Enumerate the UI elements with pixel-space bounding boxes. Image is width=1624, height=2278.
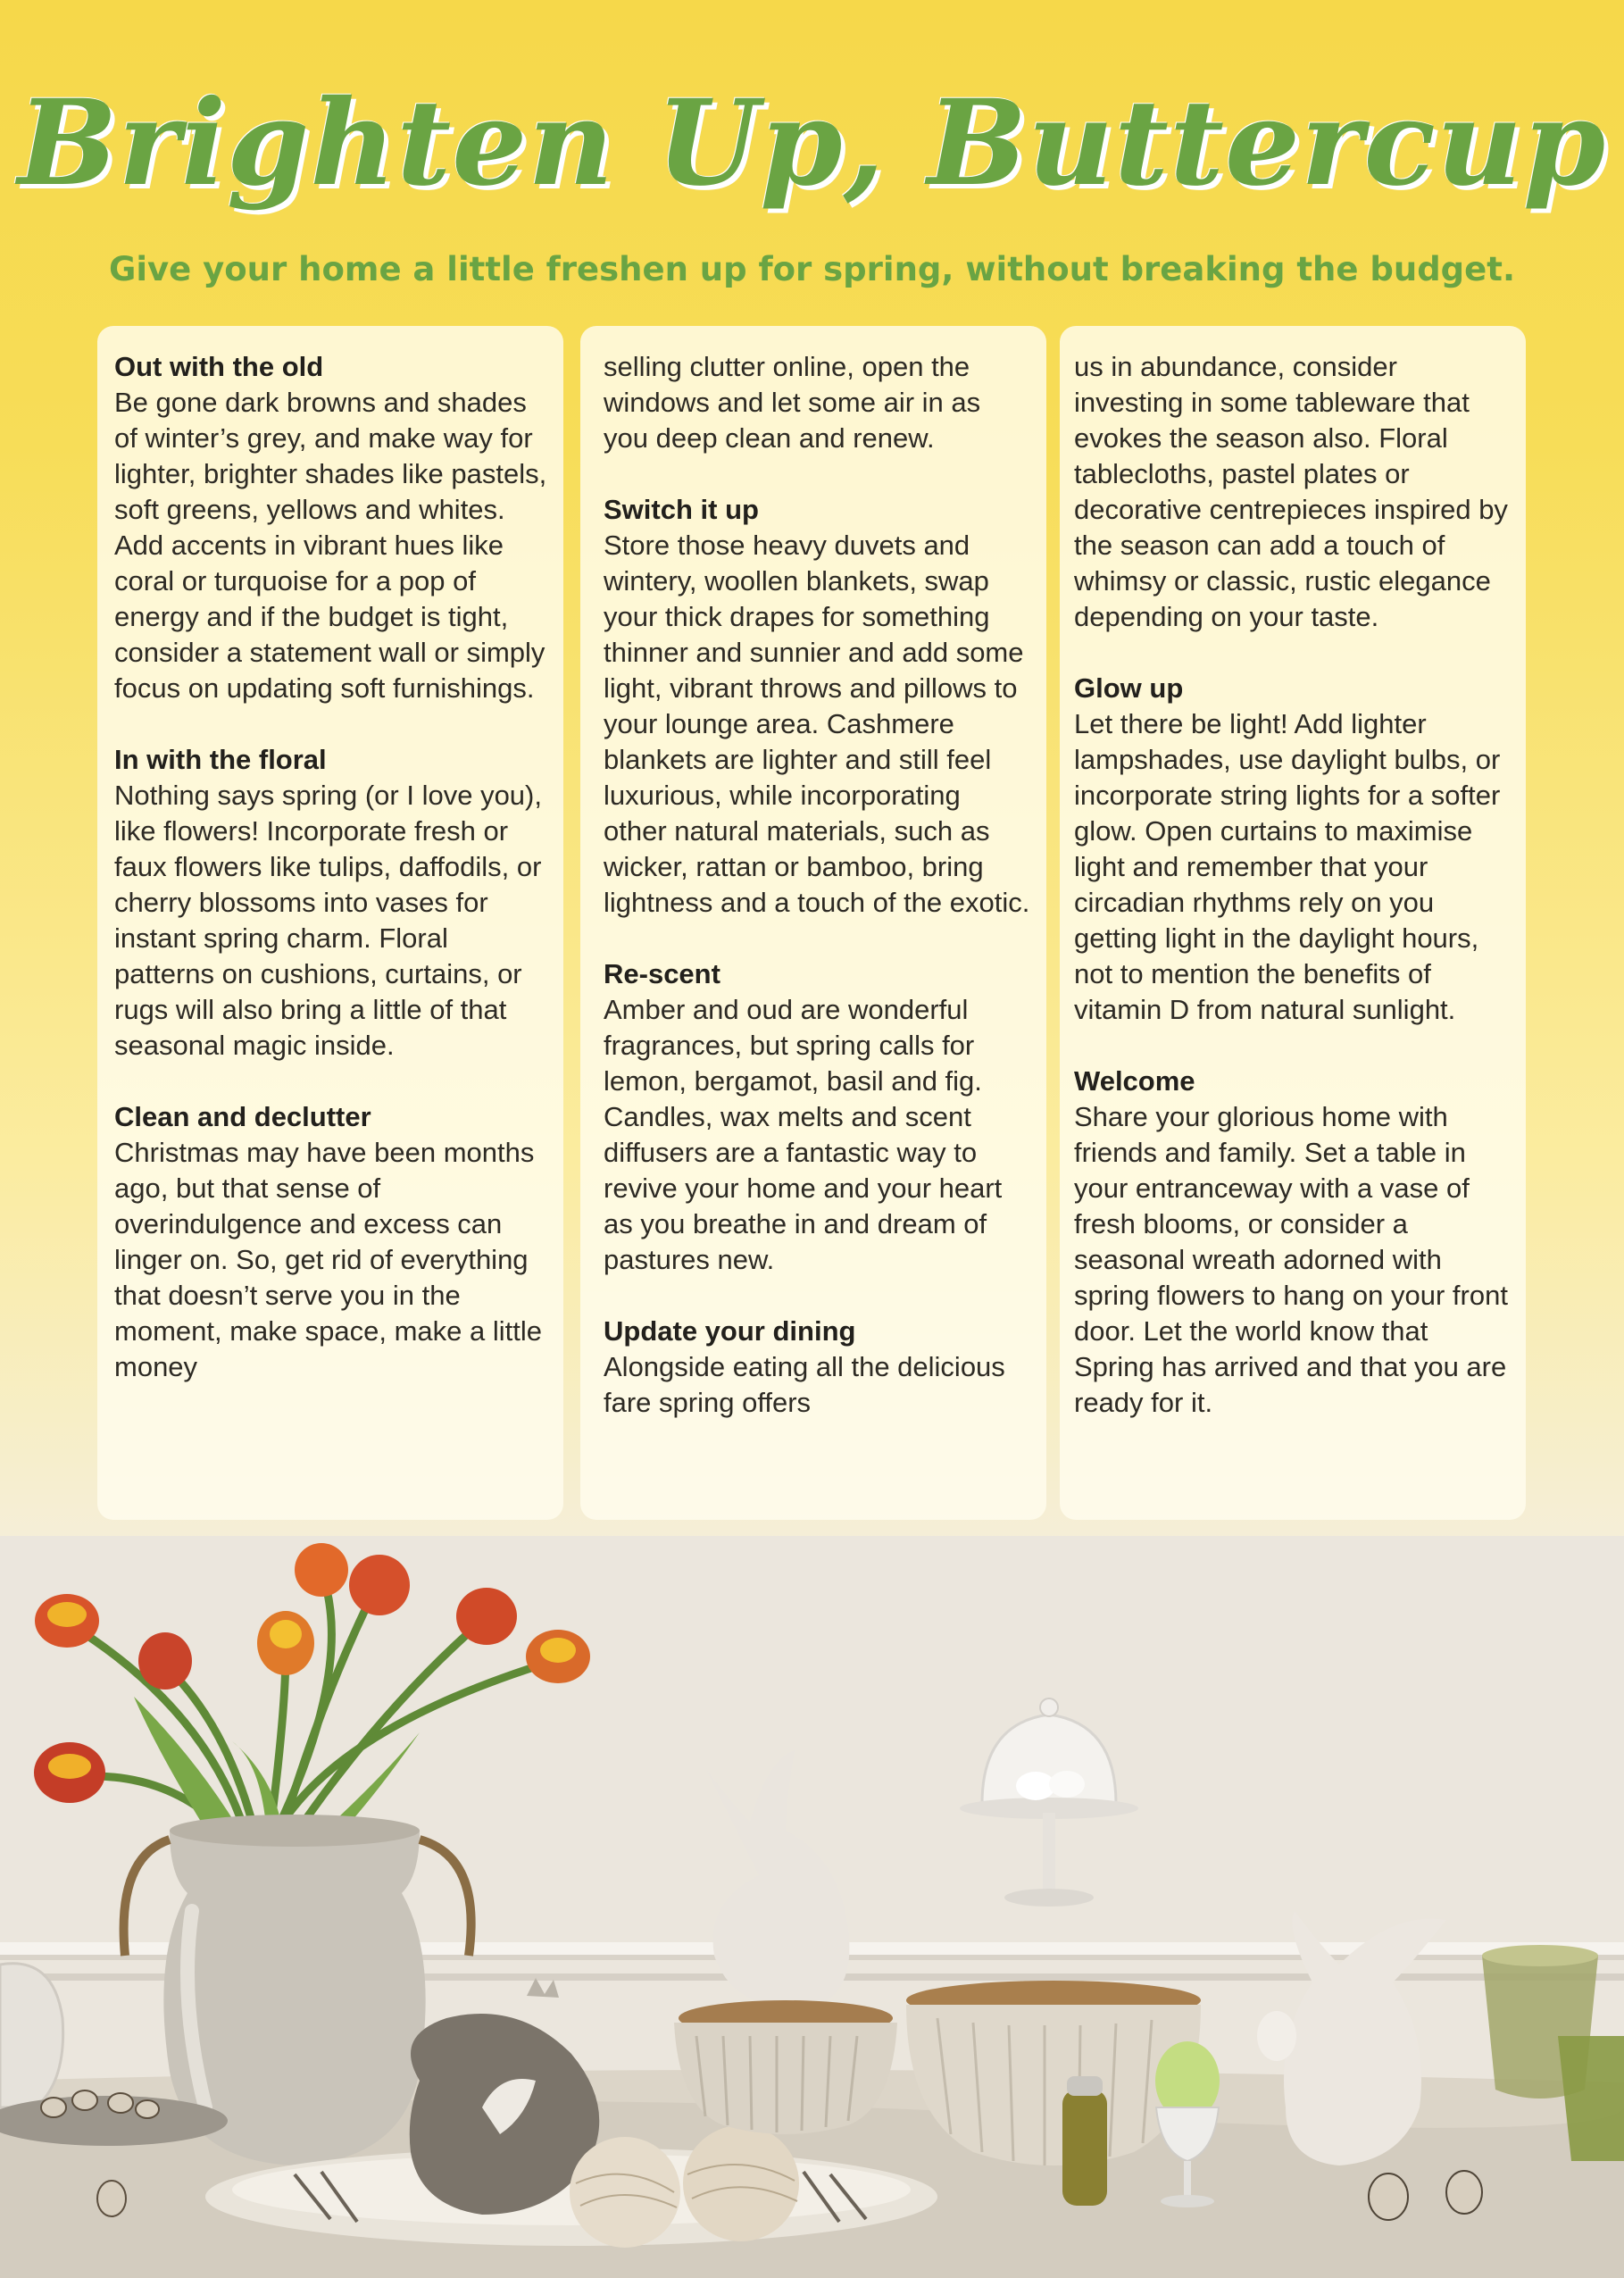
section-text: Alongside eating all the delicious fare spring offers xyxy=(604,1351,1005,1418)
section-switch-it-up xyxy=(604,492,1030,921)
section-text: Nothing says spring (or I love you), like flowers! Incorporate fresh or faux flowers like tulips, daffodils, or cherry blossoms into vases for instant spring charm. Floral patterns on cushions, curtains, or rugs will also bring a little of that seasonal magic inside. xyxy=(114,780,542,1061)
section-update-your-dining xyxy=(604,1314,1030,1421)
section-glow-up xyxy=(1074,671,1510,1028)
text-column-3 xyxy=(1060,326,1526,1520)
section-heading: Welcome xyxy=(1074,1065,1195,1097)
section-text: Christmas may have been months ago, but that sense of overindulgence and excess can linger on. So, get rid of everything that doesn’t serve you in the moment, make space, make a little money xyxy=(114,1137,542,1382)
section-out-with-the-old xyxy=(114,349,547,706)
section-heading: Glow up xyxy=(1074,672,1184,704)
section-text: us in abundance, consider investing in some tableware that evokes the season also. Floral tablecloths, pastel plates or decorative centrepieces inspired by the season can add a touch of whimsy or classic, rustic elegance depending on your taste. xyxy=(1074,351,1508,632)
section-re-scent xyxy=(604,956,1030,1278)
section-heading: Clean and declutter xyxy=(114,1101,371,1132)
section-text: Let there be light! Add lighter lampshades, use daylight bulbs, or incorporate string lights for a softer glow. Open curtains to maximise light and remember that your circadian rhythms rely on you getting light in the daylight hours, not to mention the benefits of vitamin D from natural sunlight. xyxy=(1074,708,1501,1025)
section-continued-dining xyxy=(1074,349,1510,635)
section-welcome xyxy=(1074,1064,1510,1421)
section-heading: In with the floral xyxy=(114,744,327,775)
section-heading: Re-scent xyxy=(604,958,720,989)
section-continued-declutter xyxy=(604,349,1030,456)
section-text: Amber and oud are wonderful fragrances, but spring calls for lemon, bergamot, basil and fig. Candles, wax melts and scent diffusers are a fantastic way to revive your home and your heart as you breathe in and dream of pastures new. xyxy=(604,994,1003,1275)
section-text: Store those heavy duvets and wintery, woollen blankets, swap your thick drapes for something thinner and sunnier and add some light, vibrant throws and pillows to your lounge area. Cashmere blankets are lighter and still feel luxurious, while incorporating other natural materials, such as wicker, rattan or bamboo, bring lightness and a touch of the exotic. xyxy=(604,530,1030,918)
section-text: Share your glorious home with friends and family. Set a table in your entranceway with a vase of fresh blooms, or consider a seasonal wreath adorned with spring flowers to hang on your front door. Let the world know that Spring has arrived and that you are ready for it. xyxy=(1074,1101,1508,1418)
text-column-2 xyxy=(580,326,1046,1520)
section-clean-and-declutter xyxy=(114,1099,547,1385)
page-title: Brighten Up, Buttercup xyxy=(17,74,1607,213)
section-in-with-the-floral xyxy=(114,742,547,1064)
section-text: Be gone dark browns and shades of winter’s grey, and make way for lighter, brighter shades like pastels, soft greens, yellows and whites. Add accents in vibrant hues like coral or turquoise for a pop of energy and if the budget is tight, consider a statement wall or simply focus on updating soft furnishings. xyxy=(114,387,547,704)
page-subtitle: Give your home a little freshen up for spring, without breaking the budget. xyxy=(108,250,1515,288)
section-heading: Switch it up xyxy=(604,494,759,525)
spring-table-photo xyxy=(0,1536,1624,2278)
section-text: selling clutter online, open the windows and let some air in as you deep clean and renew. xyxy=(604,351,981,454)
section-heading: Update your dining xyxy=(604,1315,856,1347)
section-heading: Out with the old xyxy=(114,351,324,382)
text-column-1 xyxy=(97,326,563,1520)
